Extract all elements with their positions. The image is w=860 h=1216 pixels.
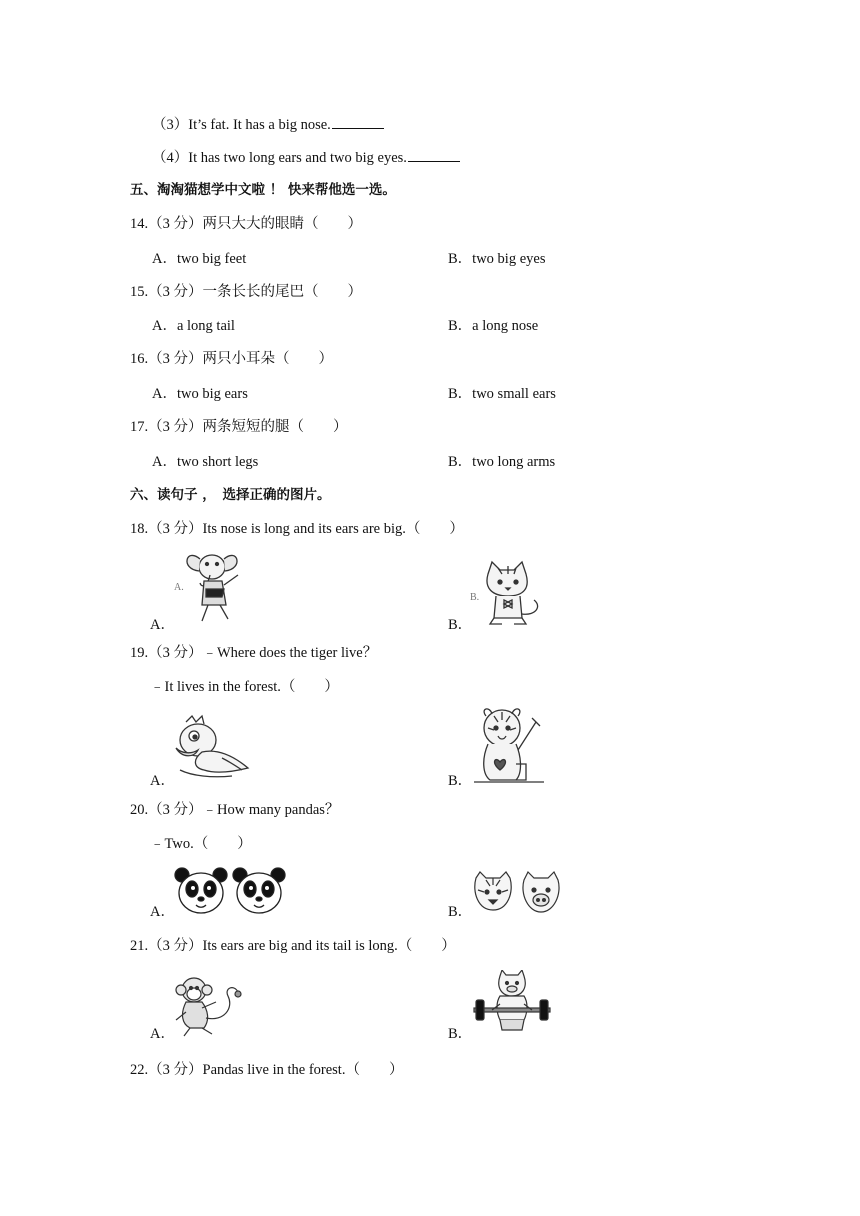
elephant-picture[interactable] <box>172 545 252 627</box>
option-16-a[interactable]: A．two big ears <box>152 386 248 402</box>
option-18-b[interactable]: B． <box>448 617 473 633</box>
question-18: 18.（3 分）Its nose is long and its ears are big.（ ） <box>130 521 464 537</box>
answer-blank[interactable] <box>408 148 460 162</box>
option-18-a[interactable]: A． <box>150 617 175 633</box>
item-3: （3）It’s fat. It has a big nose. <box>152 115 384 134</box>
question-14: 14.（3 分）两只大大的眼睛（ ） <box>130 216 362 232</box>
answer-blank[interactable] <box>332 115 384 129</box>
option-16-b[interactable]: B．two small ears <box>448 386 556 402</box>
item-4: （4）It has two long ears and two big eyes. <box>152 148 460 167</box>
question-19: 19.（3 分）﹣Where does the tiger live？ <box>130 645 378 661</box>
option-21-b[interactable]: B． <box>448 1026 473 1042</box>
option-15-a[interactable]: A．a long tail <box>152 318 235 334</box>
monkey-picture[interactable] <box>172 972 252 1038</box>
bird-picture[interactable] <box>172 714 254 784</box>
option-14-a[interactable]: A．two big feet <box>152 251 247 267</box>
question-22: 22.（3 分）Pandas live in the forest.（ ） <box>130 1062 404 1078</box>
option-19-a[interactable]: A． <box>150 773 175 789</box>
question-15: 15.（3 分）一条长长的尾巴（ ） <box>130 284 362 300</box>
two-pandas-picture[interactable] <box>174 865 290 917</box>
option-20-b[interactable]: B． <box>448 904 473 920</box>
section-6-heading: 六、读句子 ， 选择正确的图片。 <box>130 487 331 503</box>
option-19-b[interactable]: B． <box>448 773 473 789</box>
option-17-b[interactable]: B．two long arms <box>448 454 556 470</box>
question-19-answer-line: ﹣It lives in the forest.（ ） <box>150 679 339 695</box>
section-5-heading: 五、淘淘猫想学中文啦 ！ 快来帮他选一选。 <box>130 182 396 198</box>
question-21: 21.（3 分）Its ears are big and its tail is long.（ ） <box>130 938 456 954</box>
pig-weightlifter-picture[interactable] <box>472 970 552 1036</box>
option-20-a[interactable]: A． <box>150 904 175 920</box>
option-15-b[interactable]: B．a long nose <box>448 318 539 334</box>
option-17-a[interactable]: A．two short legs <box>152 454 259 470</box>
question-20: 20.（3 分）﹣How many pandas？ <box>130 802 340 818</box>
question-17: 17.（3 分）两条短短的腿（ ） <box>130 419 348 435</box>
svg-text:A.: A. <box>174 582 184 593</box>
question-20-answer-line: ﹣Two.（ ） <box>150 836 252 852</box>
option-21-a[interactable]: A． <box>150 1026 175 1042</box>
tiger-and-pig-picture[interactable] <box>472 870 564 916</box>
option-14-b[interactable]: B．two big eyes <box>448 251 546 267</box>
cat-picture[interactable] <box>468 560 550 628</box>
question-16: 16.（3 分）两只小耳朵（ ） <box>130 351 333 367</box>
svg-text:B.: B. <box>470 592 480 603</box>
tiger-picture[interactable] <box>470 704 548 784</box>
